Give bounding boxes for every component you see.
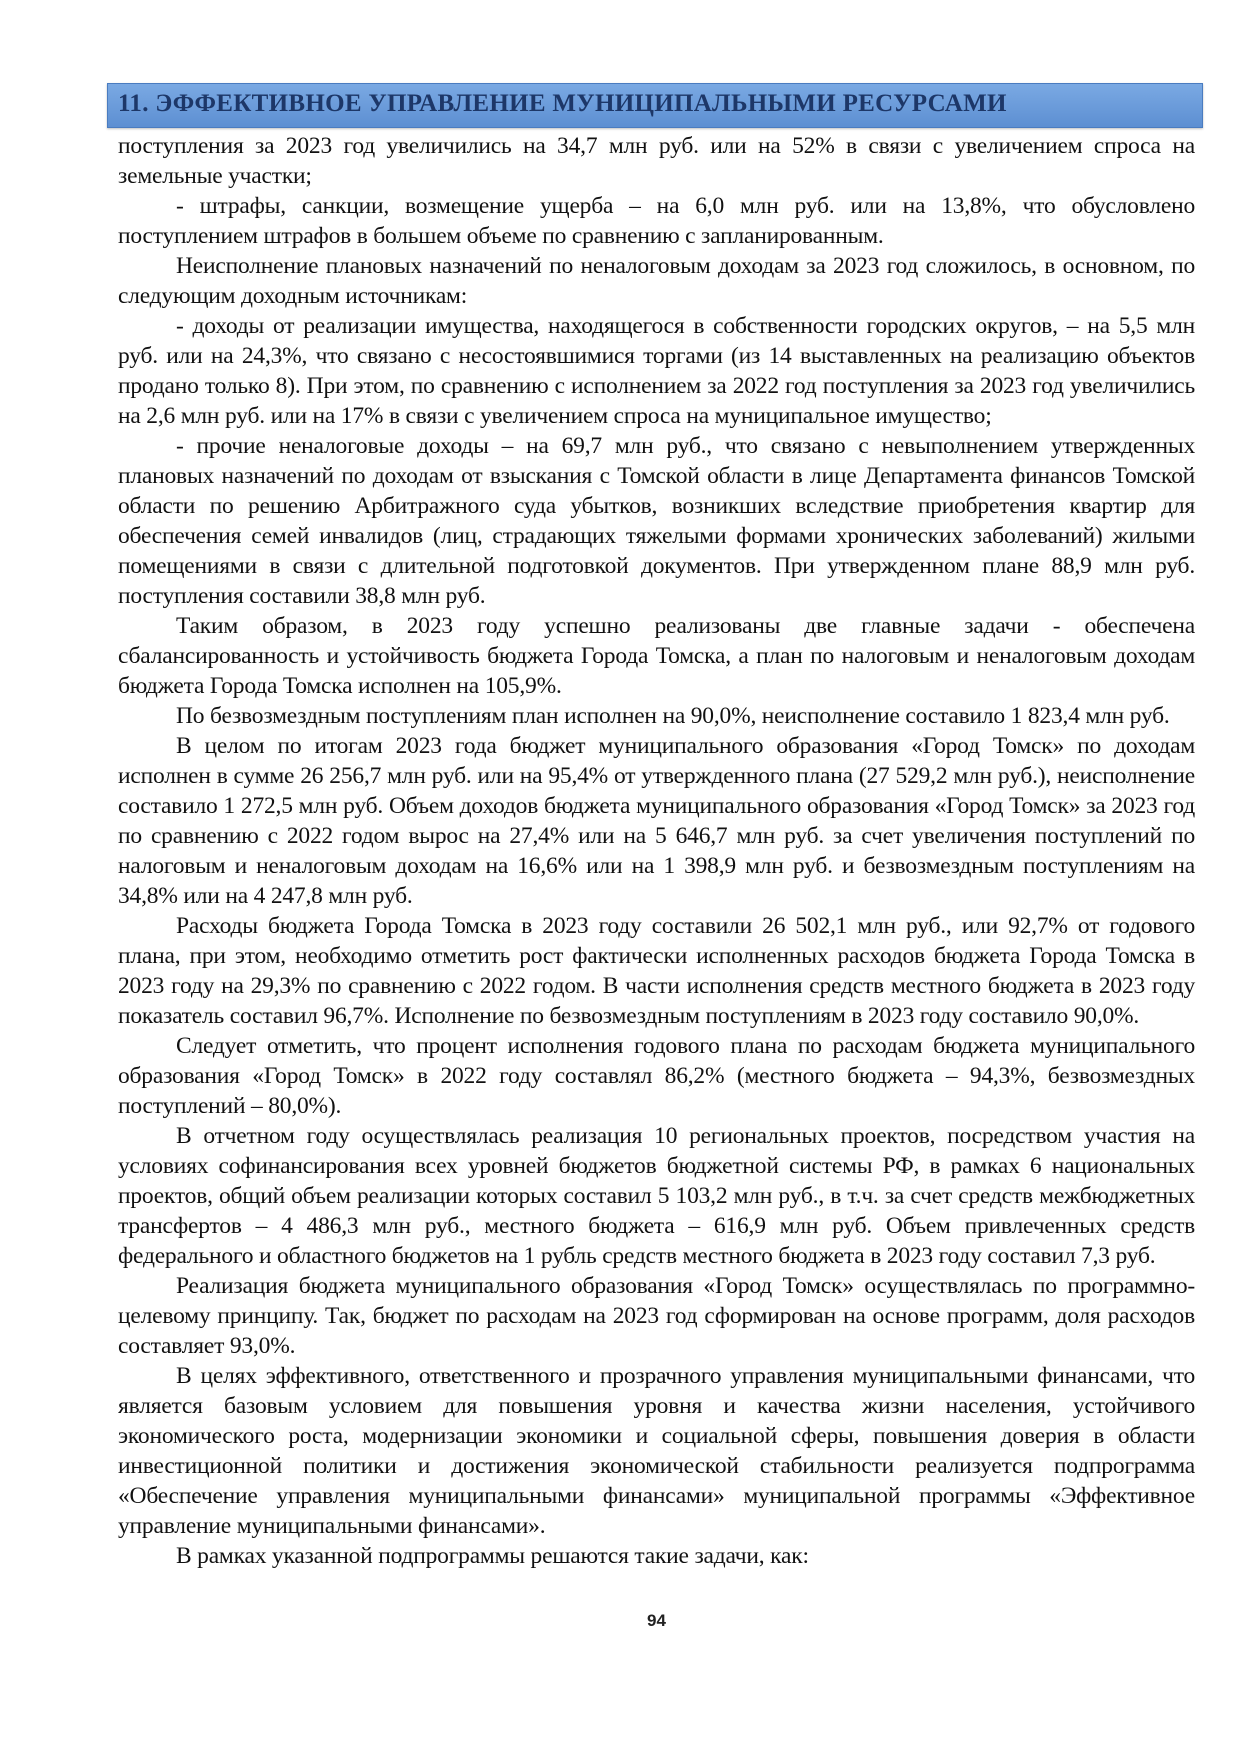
- paragraph: Следует отметить, что процент исполнения годового плана по расходам бюджета муниципального образования «Город Томск» в 2022 году составлял 86,2% (местного бюджета – 94,3%, безвозмездных поступлений – 80,0%).: [118, 1033, 1195, 1119]
- section-header: [107, 83, 1203, 128]
- paragraph: По безвозмездным поступлениям план исполнен на 90,0%, неисполнение составило 1 823,4 млн руб.: [176, 703, 1170, 729]
- paragraph: Расходы бюджета Города Томска в 2023 году составили 26 502,1 млн руб., или 92,7% от годового плана, при этом, необходимо отметить рост фактически исполненных расходов бюджета Города Томска в 2023 году на 29,3% по сравнению с 2022 годом. В части исполнения средств местного бюджета в 2023 году показатель составил 96,7%. Исполнение по безвозмездным поступлениям в 2023 году составило 90,0%.: [118, 913, 1195, 1029]
- paragraph: Реализация бюджета муниципального образования «Город Томск» осуществлялась по программно-целевому принципу. Так, бюджет по расходам на 2023 год сформирован на основе программ, доля расходов составляет 93,0%.: [118, 1273, 1195, 1359]
- paragraph: - штрафы, санкции, возмещение ущерба – на 6,0 млн руб. или на 13,8%, что обусловлено поступлением штрафов в большем объеме по сравнению с запланированным.: [118, 193, 1195, 249]
- document-body: [118, 131, 1195, 1571]
- paragraph: В целом по итогам 2023 года бюджет муниципального образования «Город Томск» по доходам исполнен в сумме 26 256,7 млн руб. или на 95,4% от утвержденного плана (27 529,2 млн руб.), неисполнение составило 1 272,5 млн руб. Объем доходов бюджета муниципального образования «Город Томск» за 2023 год по сравнению с 2022 годом вырос на 27,4% или на 5 646,7 млн руб. за счет увеличения поступлений по налоговым и неналоговым доходам на 16,6% или на 1 398,9 млн руб. и безвозмездным поступлениям на 34,8% или на 4 247,8 млн руб.: [118, 733, 1195, 909]
- paragraph: В рамках указанной подпрограммы решаются такие задачи, как:: [176, 1543, 809, 1569]
- paragraph: В отчетном году осуществлялась реализация 10 региональных проектов, посредством участия на условиях софинансирования всех уровней бюджетов бюджетной системы РФ, в рамках 6 национальных проектов, общий объем реализации которых составил 5 103,2 млн руб., в т.ч. за счет средств межбюджетных трансфертов – 4 486,3 млн руб., местного бюджета – 616,9 млн руб. Объем привлеченных средств федерального и областного бюджетов на 1 рубль средств местного бюджета в 2023 году составил 7,3 руб.: [118, 1123, 1195, 1269]
- page-flow: [118, 131, 1195, 1631]
- paragraph: - доходы от реализации имущества, находящегося в собственности городских округов, – на 5,5 млн руб. или на 24,3%, что связано с несостоявшимися торгами (из 14 выставленных на реализацию объектов продано только 8). При этом, по сравнению с исполнением за 2022 год поступления за 2023 год увеличились на 2,6 млн руб. или на 17% в связи с увеличением спроса на муниципальное имущество;: [118, 313, 1195, 429]
- paragraph: Таким образом, в 2023 году успешно реализованы две главные задачи - обеспечена сбалансированность и устойчивость бюджета Города Томска, а план по налоговым и неналоговым доходам бюджета Города Томска исполнен на 105,9%.: [118, 613, 1195, 699]
- paragraph: поступления за 2023 год увеличились на 34,7 млн руб. или на 52% в связи с увеличением спроса на земельные участки;: [118, 133, 1195, 189]
- paragraph: - прочие неналоговые доходы – на 69,7 млн руб., что связано с невыполнением утвержденных плановых назначений по доходам от взыскания с Томской области в лице Департамента финансов Томской области по решению Арбитражного суда убытков, возникших вследствие приобретения квартир для обеспечения семей инвалидов (лиц, страдающих тяжелыми формами хронических заболеваний) жилыми помещениями в связи с длительной подготовкой документов. При утвержденном плане 88,9 млн руб. поступления составили 38,8 млн руб.: [118, 433, 1195, 609]
- paragraph: В целях эффективного, ответственного и прозрачного управления муниципальными финансами, что является базовым условием для повышения уровня и качества жизни населения, устойчивого экономического роста, модернизации экономики и социальной сферы, повышения доверия в области инвестиционной политики и достижения экономической стабильности реализуется подпрограмма «Обеспечение управления муниципальными финансами» муниципальной программы «Эффективное управление муниципальными финансами».: [118, 1363, 1195, 1539]
- page-number: 94: [647, 1611, 666, 1630]
- paragraph: Неисполнение плановых назначений по неналоговым доходам за 2023 год сложилось, в основном, по следующим доходным источникам:: [118, 253, 1195, 309]
- section-title: 11. ЭФФЕКТИВНОЕ УПРАВЛЕНИЕ МУНИЦИПАЛЬНЫМИ РЕСУРСАМИ: [118, 90, 1007, 117]
